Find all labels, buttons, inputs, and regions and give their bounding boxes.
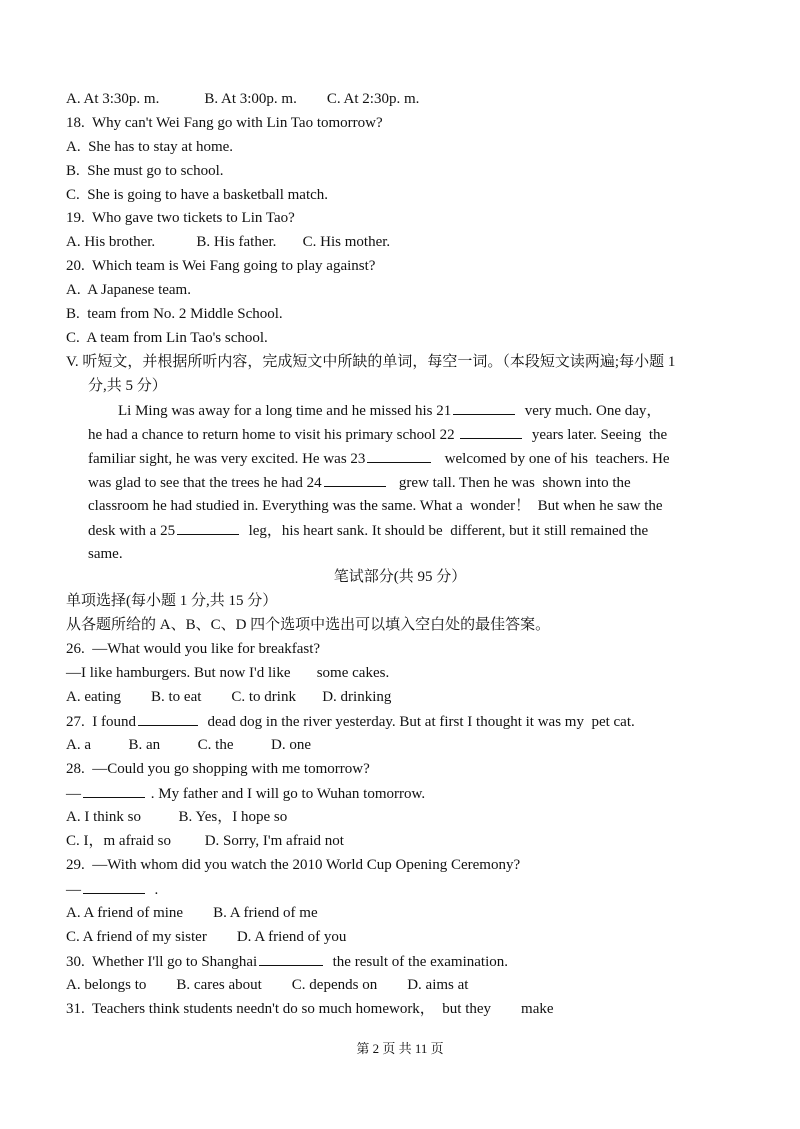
q18-option-b: B. She must go to school. — [66, 163, 224, 179]
q31-question: 31. Teachers think students needn't do so much homework， but they make — [66, 1001, 554, 1017]
q20-option-a: A. A Japanese team. — [66, 282, 191, 298]
blank-24[interactable] — [324, 472, 386, 487]
q19-question: 19. Who gave two tickets to Lin Tao? — [66, 210, 295, 226]
section5-title: V. 听短文，并根据所听内容，完成短文中所缺的单词，每空一词。（本段短文读两遍;每小题 1 — [66, 354, 676, 370]
q18-option-c: C. She is going to have a basketball match. — [66, 187, 329, 203]
q20-option-b: B. team from No. 2 Middle School. — [66, 306, 283, 322]
blank-29[interactable] — [83, 879, 145, 894]
q26-options: A. eating B. to eat C. to drink D. drinking — [66, 689, 392, 705]
section5-title-cont: 分,共 5 分） — [88, 378, 167, 394]
q26-response: —I like hamburgers. But now I'd like some cakes. — [66, 665, 390, 681]
written-section-title: 笔试部分(共 95 分） — [333, 569, 467, 585]
passage-line: classroom he had studied in. Everything was the same. What a wonder！ But when he saw the — [88, 498, 663, 514]
passage-line: same. — [88, 546, 123, 562]
q29-options-ab: A. A friend of mine B. A friend of me — [66, 905, 318, 921]
q20-question: 20. Which team is Wei Fang going to play against? — [66, 258, 376, 274]
passage-line: familiar sight, he was very excited. He was 23 welcomed by one of his teachers. He — [88, 448, 670, 469]
q18-question: 18. Why can't Wei Fang go with Lin Tao tomorrow? — [66, 115, 383, 131]
page-footer: 第 2 页 共 11 页 — [356, 1041, 444, 1056]
passage-line: he had a chance to return home to visit his primary school 22 years later. Seeing the — [88, 424, 667, 445]
blank-28[interactable] — [83, 783, 145, 798]
q17-options: A. At 3:30p. m. B. At 3:00p. m. C. At 2:30p. m. — [66, 91, 420, 107]
q29-options-cd: C. A friend of my sister D. A friend of you — [66, 929, 347, 945]
single-choice-title: 单项选择(每小题 1 分,共 15 分） — [66, 593, 278, 609]
q28-options-cd: C. I，m afraid so D. Sorry, I'm afraid not — [66, 833, 344, 849]
q27-question: 27. I found dead dog in the river yesterday. But at first I thought it was my pet cat. — [66, 711, 635, 732]
q30-options: A. belongs to B. cares about C. depends on D. aims at — [66, 977, 469, 993]
blank-30[interactable] — [259, 951, 323, 966]
q29-question: 29. —With whom did you watch the 2010 World Cup Opening Ceremony? — [66, 857, 521, 873]
passage-line: Li Ming was away for a long time and he missed his 21 very much. One day， — [88, 400, 661, 421]
blank-27[interactable] — [138, 711, 198, 726]
q29-response: — . — [66, 879, 158, 900]
q19-options: A. His brother. B. His father. C. His mother. — [66, 234, 391, 250]
q20-option-c: C. A team from Lin Tao's school. — [66, 330, 268, 346]
blank-25[interactable] — [177, 520, 239, 535]
passage-line: was glad to see that the trees he had 24 grew tall. Then he was shown into the — [88, 472, 631, 493]
q28-question: 28. —Could you go shopping with me tomorrow? — [66, 761, 370, 777]
q26-question: 26. —What would you like for breakfast? — [66, 641, 321, 657]
q27-options: A. a B. an C. the D. one — [66, 737, 311, 753]
blank-21[interactable] — [453, 400, 515, 415]
blank-22[interactable] — [460, 424, 522, 439]
q28-options-ab: A. I think so B. Yes，I hope so — [66, 809, 288, 825]
q28-response: — . My father and I will go to Wuhan tomorrow. — [66, 783, 425, 804]
q30-question: 30. Whether I'll go to Shanghai the result of the examination. — [66, 951, 508, 972]
passage-line: desk with a 25 leg，his heart sank. It should be different, but it still remained the — [88, 520, 648, 541]
single-choice-instruction: 从各题所给的 A、B、C、D 四个选项中选出可以填入空白处的最佳答案。 — [66, 617, 551, 633]
blank-23[interactable] — [367, 448, 431, 463]
q18-option-a: A. She has to stay at home. — [66, 139, 234, 155]
